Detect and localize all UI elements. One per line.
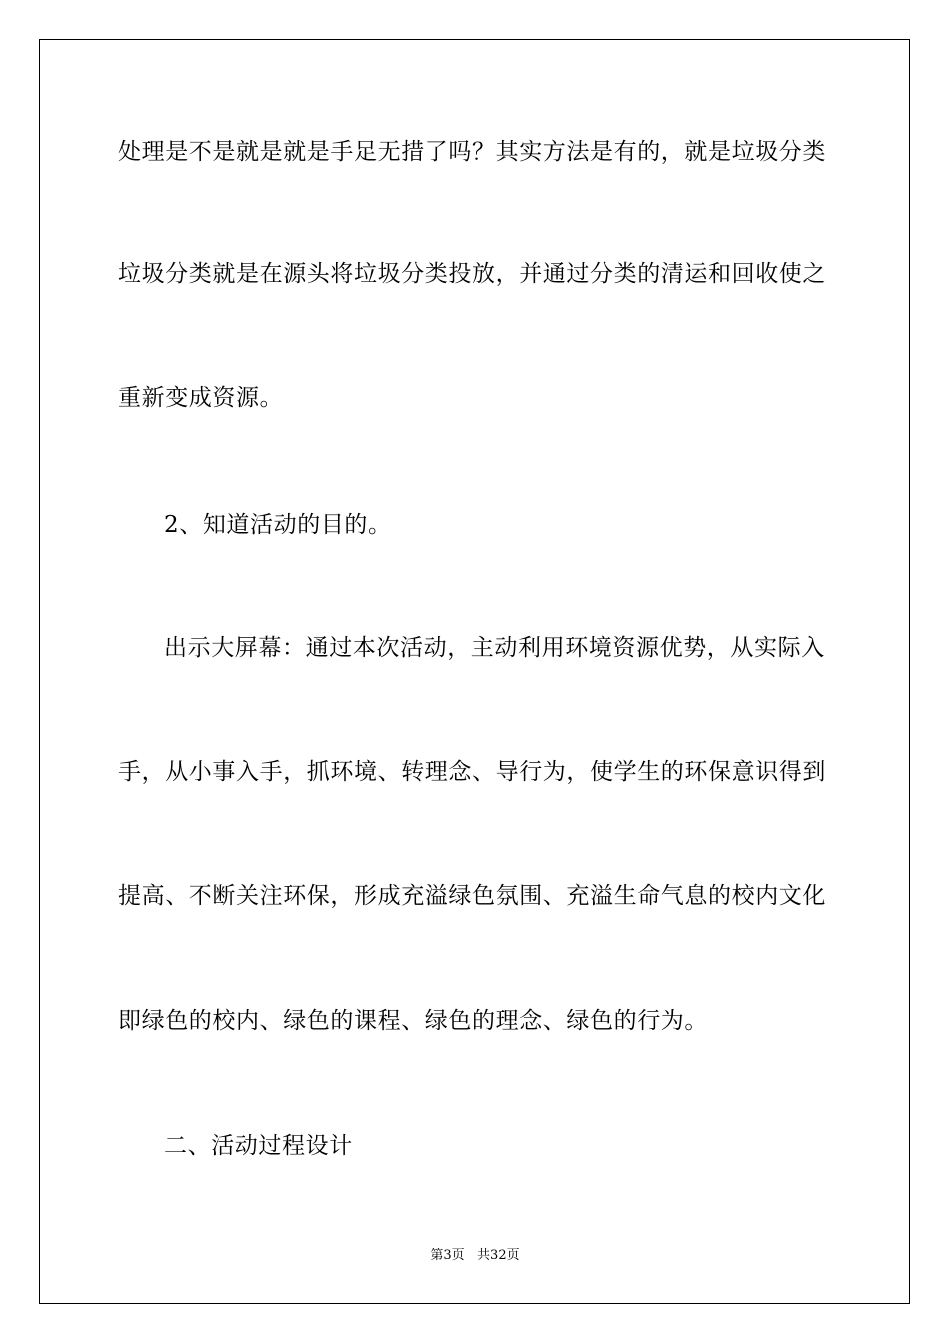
section-heading: 二、活动过程设计 bbox=[164, 1133, 353, 1159]
body-text-line: 即绿色的校内、绿色的课程、绿色的理念、绿色的行为。 bbox=[118, 1008, 708, 1034]
section-item-heading: 2、知道活动的目的。 bbox=[164, 512, 392, 538]
body-text-line: 处理是不是就是就是手足无措了吗？其实方法是有的，就是垃圾分类 bbox=[118, 139, 826, 165]
page-number-footer: 第3页 共32页 bbox=[430, 1248, 520, 1263]
page-border bbox=[39, 39, 910, 1304]
body-text-line: 提高、不断关注环保，形成充溢绿色氛围、充溢生命气息的校内文化 bbox=[118, 883, 826, 909]
body-text-line: 垃圾分类就是在源头将垃圾分类投放，并通过分类的清运和回收使之 bbox=[118, 261, 826, 287]
body-text-line: 出示大屏幕：通过本次活动，主动利用环境资源优势，从实际入 bbox=[164, 635, 825, 661]
body-text-line: 手，从小事入手，抓环境、转理念、导行为，使学生的环保意识得到 bbox=[118, 759, 826, 785]
body-text-line: 重新变成资源。 bbox=[118, 385, 284, 411]
